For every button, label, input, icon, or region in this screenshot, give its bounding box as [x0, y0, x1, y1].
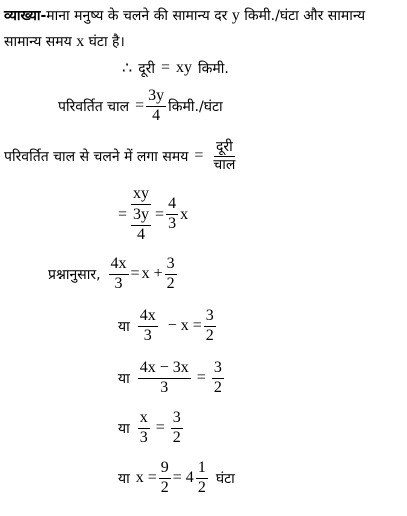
changed-speed-fraction	[146, 88, 166, 125]
explanation-label: व्याख्या-	[4, 8, 47, 24]
intro-text-1: माना मनुष्य के चलने की सामान्य दर	[46, 8, 232, 24]
fraction-numerator: 4	[166, 196, 178, 215]
time-changed-fraction	[211, 140, 237, 172]
step-2-lhs-fraction	[109, 256, 129, 293]
changed-speed-line	[58, 88, 223, 125]
time-changed-label: परिवर्तित चाल से चलने में लगा समय	[4, 148, 189, 165]
or-label: या	[118, 370, 130, 387]
time-changed-eq: =	[194, 147, 204, 165]
fraction-numerator: 4x	[109, 256, 129, 275]
intro-tail-1: किमी./घंटा और सामान्य	[239, 8, 366, 24]
distance-eq: =	[160, 59, 171, 76]
step-3-rhs-fraction	[204, 308, 216, 345]
fraction-denominator	[129, 205, 153, 244]
changed-speed-unit: किमी./घंटा	[168, 98, 223, 115]
inner-fraction	[131, 207, 151, 244]
step-4-lhs-fraction	[138, 360, 191, 397]
fraction-denominator: 3	[168, 215, 177, 233]
fraction-numerator: 3	[171, 410, 183, 429]
fraction-denominator: 2	[166, 274, 175, 292]
or-label: या	[118, 318, 130, 335]
therefore-symbol: ∴	[122, 60, 133, 77]
step-2-rhs-fraction	[165, 256, 177, 293]
fraction-denominator: 3	[114, 274, 123, 292]
step-5-rhs-fraction	[171, 410, 183, 447]
or-label: या	[118, 420, 130, 437]
step-1-result-fraction	[166, 196, 178, 233]
step-1-eq-2: =	[155, 205, 165, 223]
step-3-lhs-fraction	[138, 308, 158, 345]
fraction-numerator: x	[138, 410, 150, 429]
fraction-denominator: 4	[137, 225, 146, 243]
intro-text-2: सामान्य समय	[4, 34, 77, 50]
fraction-numerator: 3y	[131, 207, 151, 226]
step-1-eq: =	[118, 205, 128, 223]
step-6-mixed-fraction	[196, 460, 208, 497]
distance-expr: xy	[176, 59, 193, 76]
intro-var-y: y	[231, 7, 240, 24]
fraction-denominator: 4	[152, 106, 161, 124]
step-2-eq: =	[130, 265, 140, 283]
time-changed-line	[4, 140, 239, 172]
fraction-denominator: 2	[213, 378, 222, 396]
fraction-numerator: 3	[212, 360, 224, 379]
intro-var-x: x	[76, 33, 85, 50]
step-3	[118, 308, 218, 345]
step-6-lhs: x =	[135, 469, 157, 487]
fraction-denominator: 2	[205, 326, 214, 344]
step-5	[118, 410, 185, 447]
step-2	[48, 256, 179, 293]
changed-speed-label: परिवर्तित चाल	[58, 98, 130, 115]
fraction-denominator: 2	[172, 428, 181, 446]
fraction-denominator: 2	[160, 478, 169, 496]
fraction-numerator: 3	[165, 256, 177, 275]
step-6-fraction	[159, 460, 171, 497]
hour-unit: घंटा	[215, 470, 235, 487]
step-5-eq: =	[155, 419, 165, 437]
compound-fraction	[129, 186, 153, 243]
step-6-eq: = 4	[172, 469, 194, 487]
step-4-eq: =	[196, 369, 206, 387]
fraction-numerator: xy	[131, 186, 151, 205]
fraction-numerator: 3	[204, 308, 216, 327]
distance-unit: किमी.	[198, 60, 229, 77]
step-3-mid: − x =	[167, 317, 202, 335]
intro-line-2	[4, 32, 125, 51]
distance-label: दूरी	[138, 60, 155, 77]
fraction-denominator: 2	[197, 478, 206, 496]
fraction-denominator: 3	[139, 428, 148, 446]
fraction-denominator: 3	[143, 326, 152, 344]
step-6	[118, 460, 235, 497]
fraction-numerator: 3y	[146, 88, 166, 107]
or-label: या	[118, 470, 130, 487]
intro-line-1	[4, 6, 365, 25]
fraction-denominator: 3	[160, 378, 169, 396]
intro-tail-2: घंटा है।	[84, 34, 125, 50]
fraction-numerator: 1	[196, 460, 208, 479]
fraction-denominator: चाल	[213, 156, 236, 173]
according-to-question-label: प्रश्नानुसार,	[48, 266, 101, 283]
distance-line	[122, 58, 229, 78]
step-4	[118, 360, 226, 397]
step-4-rhs-fraction	[212, 360, 224, 397]
step-1-var: x	[180, 205, 189, 223]
step-1	[118, 186, 188, 243]
fraction-numerator: 4x − 3x	[138, 360, 191, 379]
step-5-lhs-fraction	[138, 410, 150, 447]
step-2-mid: x +	[141, 265, 163, 283]
fraction-numerator: 4x	[138, 308, 158, 327]
changed-speed-eq: =	[135, 97, 145, 115]
fraction-numerator: 9	[159, 460, 171, 479]
fraction-numerator: दूरी	[215, 139, 233, 155]
